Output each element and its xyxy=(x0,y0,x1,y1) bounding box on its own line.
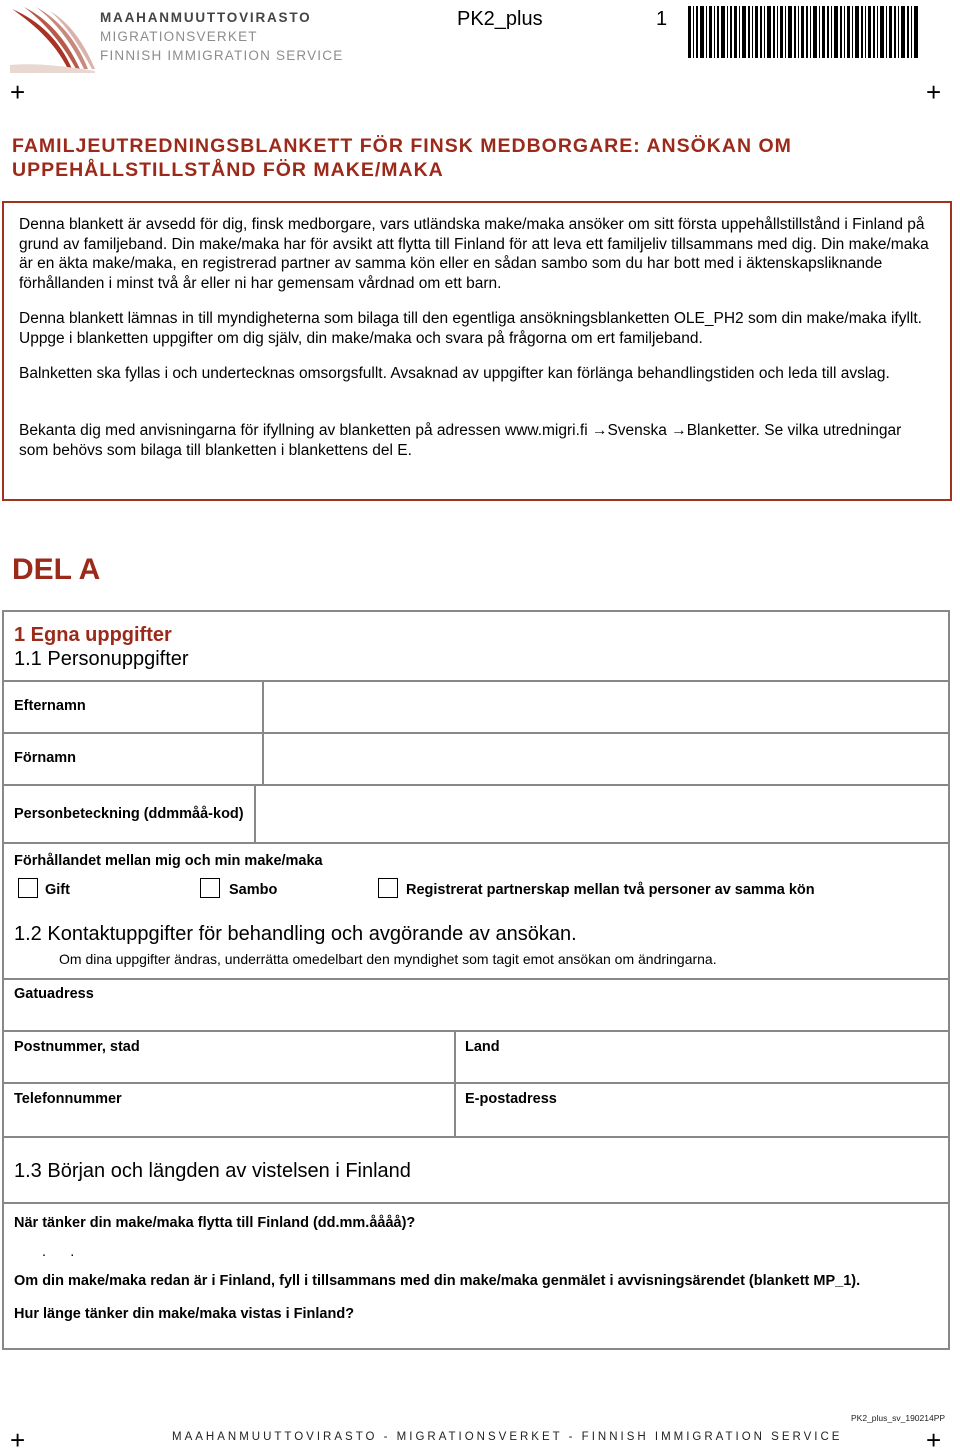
migri-logo-icon xyxy=(10,5,95,73)
form-title: FAMILJEUTREDNINGSBLANKETT FÖR FINSK MEDBORGARE: ANSÖKAN OM UPPEHÅLLSTILLSTÅND FÖR MAKE/MAKA xyxy=(12,135,792,181)
registration-mark-icon: + xyxy=(926,1425,942,1455)
footer-agency: MAAHANMUUTTOVIRASTO - MIGRATIONSVERKET - FINNISH IMMIGRATION SERVICE xyxy=(172,1431,843,1443)
stay-length-label: Hur länge tänker din make/maka vistas i Finland? xyxy=(14,1306,355,1322)
registered-partnership-label: Registrerat partnerskap mellan två personer av samma kön xyxy=(406,882,815,898)
email-label: E-postadress xyxy=(465,1091,557,1107)
footer-form-code: PK2_plus_sv_190214PP xyxy=(851,1413,946,1423)
move-date-field[interactable]: . . xyxy=(42,1244,75,1260)
barcode-icon xyxy=(688,6,918,58)
married-label: Gift xyxy=(45,882,70,898)
postcode-city-field[interactable] xyxy=(14,1058,444,1080)
subsection-title-1-1: 1.1 Personuppgifter xyxy=(14,648,189,670)
phone-field[interactable] xyxy=(14,1110,444,1132)
country-label: Land xyxy=(465,1039,500,1055)
intro-paragraph-1: Denna blankett är avsedd för dig, finsk medborgare, vars utländska make/maka ansöker om sitt första uppehållstillstånd i Finland på grund av familjeband. Din make/maka har för avsikt att flytta till Finland för att leva ett familjeliv tillsammans med dig. Din make/maka är en äkta make/maka, en registrerad partner av samma kön eller en sådan sambo som du har bott med i äktenskapsliknande förhållanden i minst två år eller ni har gemensam vårdnad om ett barn. xyxy=(19,216,929,292)
move-date-label: När tänker din make/maka flytta till Finland (dd.mm.åååå)? xyxy=(14,1215,416,1231)
surname-field[interactable] xyxy=(266,682,948,732)
personal-id-label: Personbeteckning (ddmmåå-kod) xyxy=(14,806,244,822)
subsection-title-1-2: 1.2 Kontaktuppgifter för behandling och avgörande av ansökan. xyxy=(14,923,577,945)
logo-line-2: MIGRATIONSVERKET xyxy=(100,29,258,44)
registration-mark-icon: + xyxy=(10,1425,26,1455)
intro-box xyxy=(2,201,952,501)
agency-logo-text xyxy=(100,8,343,65)
married-checkbox[interactable] xyxy=(18,878,38,898)
personal-id-field[interactable] xyxy=(258,786,948,840)
cohabit-label: Sambo xyxy=(229,882,278,898)
already-in-finland-note: Om din make/maka redan är i Finland, fyll i tillsammans med din make/maka genmälet i avvisningsärendet (blankett MP_1). xyxy=(14,1273,861,1289)
cohabit-checkbox[interactable] xyxy=(200,878,220,898)
logo-line-3: FINNISH IMMIGRATION SERVICE xyxy=(100,48,344,63)
stay-length-field[interactable] xyxy=(14,1324,944,1346)
contact-note: Om dina uppgifter ändras, underrätta omedelbart den myndighet som tagit emot ansökan om ändringarna. xyxy=(59,951,717,967)
firstname-label: Förnamn xyxy=(14,750,77,766)
firstname-field[interactable] xyxy=(266,734,948,784)
registration-mark-icon: + xyxy=(10,77,26,107)
country-field[interactable] xyxy=(465,1058,945,1080)
postcode-city-label: Postnummer, stad xyxy=(14,1039,140,1055)
subsection-title-1-3: 1.3 Början och längden av vistelsen i Finland xyxy=(14,1160,411,1182)
logo-line-1: MAAHANMUUTTOVIRASTO xyxy=(100,10,312,25)
form-code: PK2_plus xyxy=(457,8,543,30)
registered-partnership-checkbox[interactable] xyxy=(378,878,398,898)
registration-mark-icon: + xyxy=(926,77,942,107)
phone-label: Telefonnummer xyxy=(14,1091,122,1107)
intro-paragraph-4: Bekanta dig med anvisningarna för ifyllning av blanketten på adressen www.migri.fi →Svenska →Blanketter. Se vilka utredningar som behövs som bilaga till blanketten i blankettens del E. xyxy=(19,422,902,459)
street-field[interactable] xyxy=(14,1004,944,1028)
intro-paragraph-3: Balnketten ska fyllas i och undertecknas omsorgsfullt. Avsaknad av uppgifter kan förlänga behandlingstiden och leda till avslag. xyxy=(19,365,890,382)
street-label: Gatuadress xyxy=(14,986,94,1002)
part-heading: DEL A xyxy=(12,553,101,586)
intro-paragraph-2: Denna blankett lämnas in till myndigheterna som bilaga till den egentliga ansökningsblanketten OLE_PH2 som din make/maka ifyllt. Uppge i blanketten uppgifter om dig själv, din make/maka och svara på frågorna om ert familjeband. xyxy=(19,310,922,347)
form-section-1 xyxy=(2,610,950,1350)
surname-label: Efternamn xyxy=(14,698,86,714)
email-field[interactable] xyxy=(465,1110,945,1132)
relationship-label: Förhållandet mellan mig och min make/maka xyxy=(14,853,323,869)
section-title: 1 Egna uppgifter xyxy=(14,624,172,646)
page-number: 1 xyxy=(656,8,668,30)
